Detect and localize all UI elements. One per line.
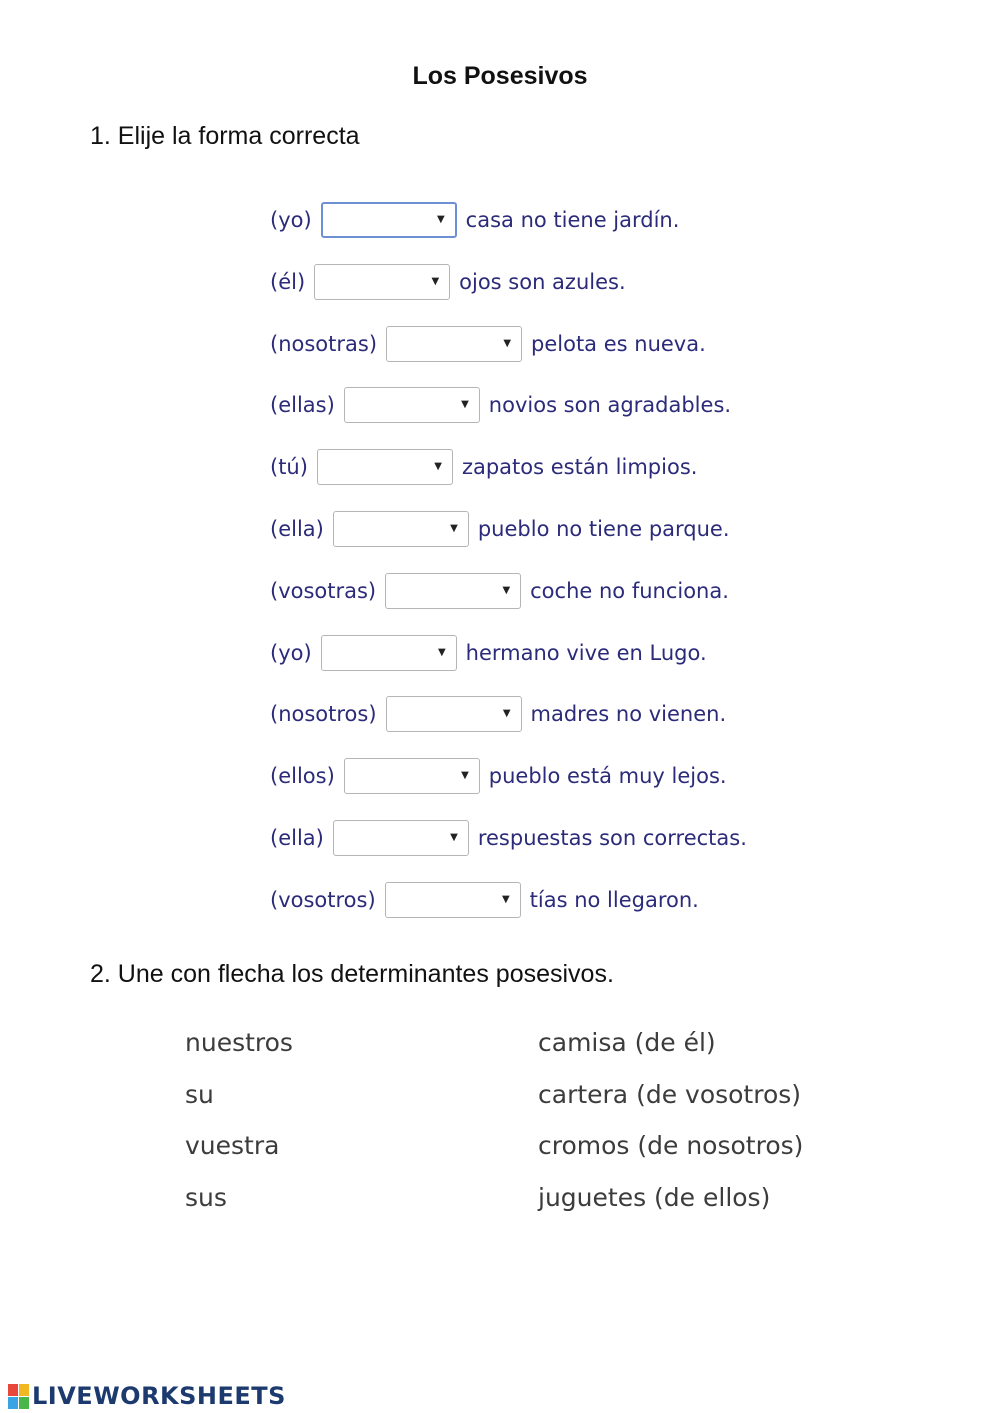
logo-square-icon	[8, 1397, 18, 1409]
answer-dropdown[interactable]	[321, 635, 457, 671]
pronoun-label: (ella)	[270, 825, 324, 850]
pronoun-label: (ellos)	[270, 764, 335, 789]
sentence-text: casa no tiene jardín.	[465, 208, 680, 232]
answer-dropdown[interactable]	[333, 511, 469, 547]
logo-square-icon	[19, 1384, 29, 1396]
sentence-text: novios son agradables.	[488, 393, 732, 418]
possessive-item: nuestros	[185, 1028, 293, 1057]
section-2-heading: 2. Une con flecha los determinantes posesivos.	[90, 960, 614, 988]
exercise-row	[270, 695, 747, 733]
noun-item: camisa (de él)	[538, 1028, 716, 1057]
answer-dropdown[interactable]	[386, 696, 522, 732]
pronoun-label: (nosotras)	[270, 331, 378, 356]
exercise-row	[270, 757, 747, 795]
answer-dropdown[interactable]	[385, 882, 521, 918]
matching-left-column	[185, 1024, 293, 1230]
liveworksheets-logo	[8, 1382, 286, 1410]
sentence-text: ojos son azules.	[459, 269, 626, 294]
exercise-1-list	[270, 201, 747, 943]
possessive-item: sus	[185, 1182, 227, 1212]
exercise-row	[270, 448, 747, 486]
logo-grid-icon	[8, 1384, 29, 1409]
caret-down-icon: ▼	[434, 461, 442, 473]
pronoun-label: (vosotros)	[270, 887, 376, 912]
caret-down-icon: ▼	[437, 646, 446, 658]
caret-down-icon: ▼	[436, 214, 445, 225]
answer-dropdown[interactable]	[386, 326, 522, 362]
answer-dropdown[interactable]	[314, 264, 450, 300]
exercise-row	[270, 881, 747, 919]
pronoun-label: (yo)	[270, 640, 312, 665]
answer-dropdown[interactable]	[333, 820, 469, 856]
sentence-text: coche no funciona.	[530, 578, 729, 603]
caret-down-icon: ▼	[461, 770, 469, 782]
sentence-text: madres no vienen.	[530, 702, 727, 727]
sentence-text: pueblo no tiene parque.	[477, 516, 730, 541]
caret-down-icon: ▼	[450, 522, 458, 534]
caret-down-icon: ▼	[501, 893, 510, 905]
sentence-text: zapatos están limpios.	[461, 455, 698, 480]
noun-item: cromos (de nosotros)	[538, 1131, 804, 1160]
pronoun-label: (vosotras)	[270, 578, 377, 603]
exercise-row	[270, 572, 747, 610]
caret-down-icon: ▼	[431, 275, 440, 287]
noun-item: juguetes (de ellos)	[538, 1182, 771, 1212]
possessive-item: vuestra	[185, 1131, 280, 1160]
sentence-text: tías no llegaron.	[529, 887, 699, 912]
pronoun-label: (yo)	[270, 208, 312, 232]
exercise-row	[270, 510, 747, 548]
noun-item: cartera (de vosotros)	[538, 1079, 802, 1109]
exercise-row	[270, 263, 747, 301]
page-title: Los Posesivos	[412, 62, 588, 90]
caret-down-icon: ▼	[503, 337, 512, 349]
caret-down-icon: ▼	[450, 831, 458, 843]
possessive-item: su	[185, 1079, 214, 1109]
caret-down-icon: ▼	[502, 584, 511, 596]
answer-dropdown[interactable]	[321, 202, 457, 238]
pronoun-label: (ella)	[270, 516, 324, 541]
section-1-heading: 1. Elije la forma correcta	[90, 122, 360, 150]
answer-dropdown[interactable]	[344, 758, 480, 794]
sentence-text: hermano vive en Lugo.	[465, 640, 707, 665]
exercise-row	[270, 634, 747, 672]
pronoun-label: (él)	[270, 269, 306, 294]
pronoun-label: (ellas)	[270, 393, 335, 418]
caret-down-icon: ▼	[502, 708, 511, 720]
sentence-text: respuestas son correctas.	[477, 825, 747, 850]
exercise-row	[270, 201, 747, 239]
logo-square-icon	[19, 1397, 29, 1409]
exercise-row	[270, 819, 747, 857]
answer-dropdown[interactable]	[344, 387, 480, 423]
pronoun-label: (nosotros)	[270, 702, 377, 727]
logo-square-icon	[8, 1384, 18, 1396]
pronoun-label: (tú)	[270, 455, 308, 480]
answer-dropdown[interactable]	[317, 449, 453, 485]
exercise-row	[270, 325, 747, 363]
matching-right-column	[538, 1024, 803, 1230]
logo-text: LIVEWORKSHEETS	[32, 1382, 286, 1410]
exercise-row	[270, 386, 747, 424]
sentence-text: pueblo está muy lejos.	[488, 764, 727, 789]
answer-dropdown[interactable]	[385, 573, 521, 609]
sentence-text: pelota es nueva.	[531, 331, 706, 356]
caret-down-icon: ▼	[461, 399, 469, 411]
